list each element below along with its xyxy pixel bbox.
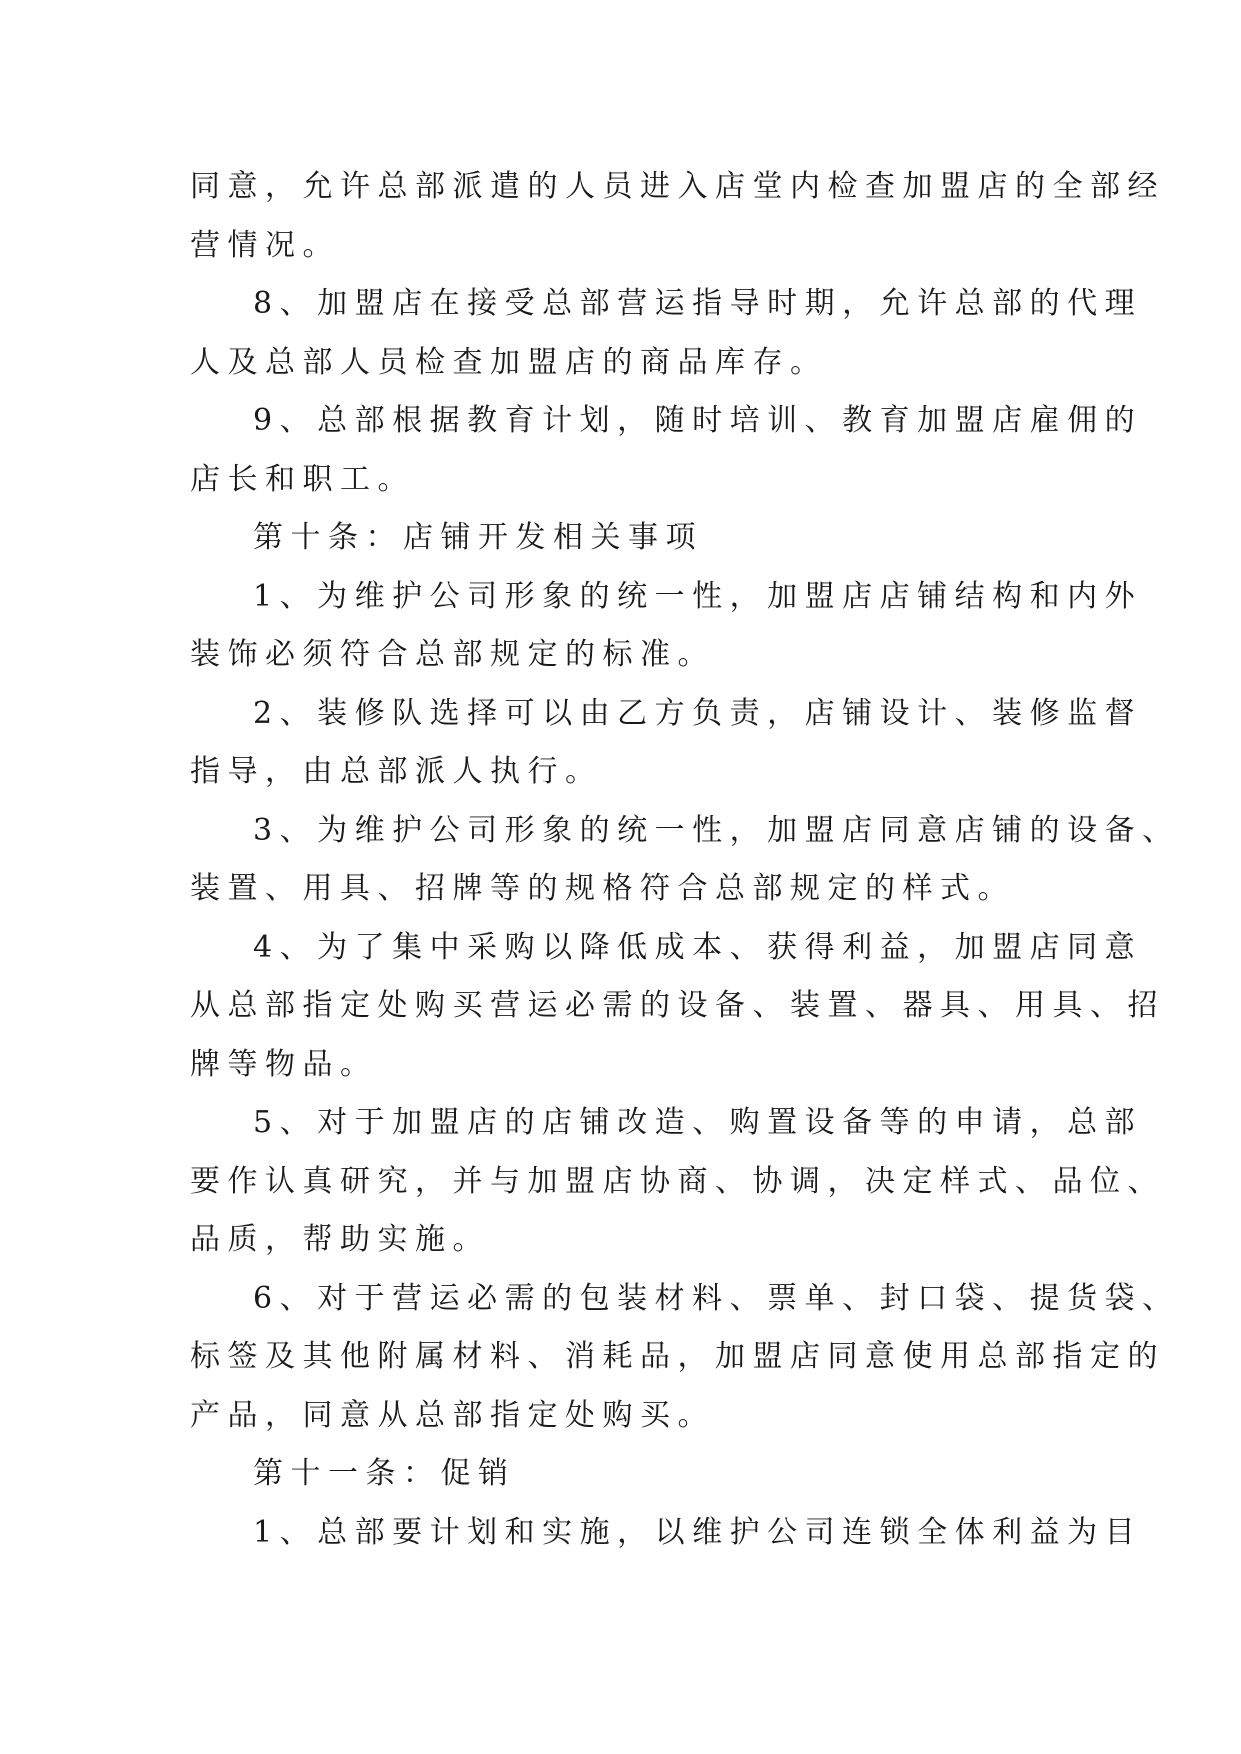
text-line: 3、为维护公司形象的统一性，加盟店同意店铺的设备、 bbox=[253, 812, 1180, 848]
text-line: 9、总部根据教育计划，随时培训、教育加盟店雇佣的 bbox=[253, 403, 1143, 438]
text-line: 牌等物品。 bbox=[190, 1046, 378, 1082]
section-heading: 第十条：店铺开发相关事项 bbox=[253, 520, 703, 555]
section-heading: 第十一条：促销 bbox=[253, 1456, 516, 1491]
text-line: 品质，帮助实施。 bbox=[190, 1222, 490, 1257]
text-line: 人及总部人员检查加盟店的商品库存。 bbox=[190, 344, 828, 380]
text-line: 1、总部要计划和实施，以维护公司连锁全体利益为目 bbox=[253, 1514, 1143, 1550]
text-line: 指导，由总部派人执行。 bbox=[190, 754, 603, 789]
text-line: 1、为维护公司形象的统一性，加盟店店铺结构和内外 bbox=[253, 578, 1143, 614]
document-body bbox=[190, 158, 1180, 1562]
text-line: 装置、用具、招牌等的规格符合总部规定的样式。 bbox=[190, 871, 1015, 906]
text-line: 标签及其他附属材料、消耗品，加盟店同意使用总部指定的 bbox=[190, 1339, 1165, 1374]
text-line: 要作认真研究，并与加盟店协商、协调，决定样式、品位、 bbox=[190, 1163, 1165, 1199]
text-line: 从总部指定处购买营运必需的设备、装置、器具、用具、招 bbox=[190, 988, 1165, 1023]
text-line: 8、加盟店在接受总部营运指导时期，允许总部的代理 bbox=[253, 286, 1143, 321]
text-line: 6、对于营运必需的包装材料、票单、封口袋、提货袋、 bbox=[253, 1280, 1180, 1316]
text-line: 产品，同意从总部指定处购买。 bbox=[190, 1397, 715, 1433]
text-line: 2、装修队选择可以由乙方负责，店铺设计、装修监督 bbox=[253, 695, 1143, 731]
text-line: 装饰必须符合总部规定的标准。 bbox=[190, 637, 715, 672]
text-line: 4、为了集中采购以降低成本、获得利益，加盟店同意 bbox=[253, 929, 1143, 965]
text-line: 同意，允许总部派遣的人员进入店堂内检查加盟店的全部经 bbox=[190, 169, 1165, 204]
text-line: 5、对于加盟店的店铺改造、购置设备等的申请，总部 bbox=[253, 1105, 1143, 1140]
text-line: 店长和职工。 bbox=[190, 461, 415, 497]
text-line: 营情况。 bbox=[190, 227, 340, 263]
